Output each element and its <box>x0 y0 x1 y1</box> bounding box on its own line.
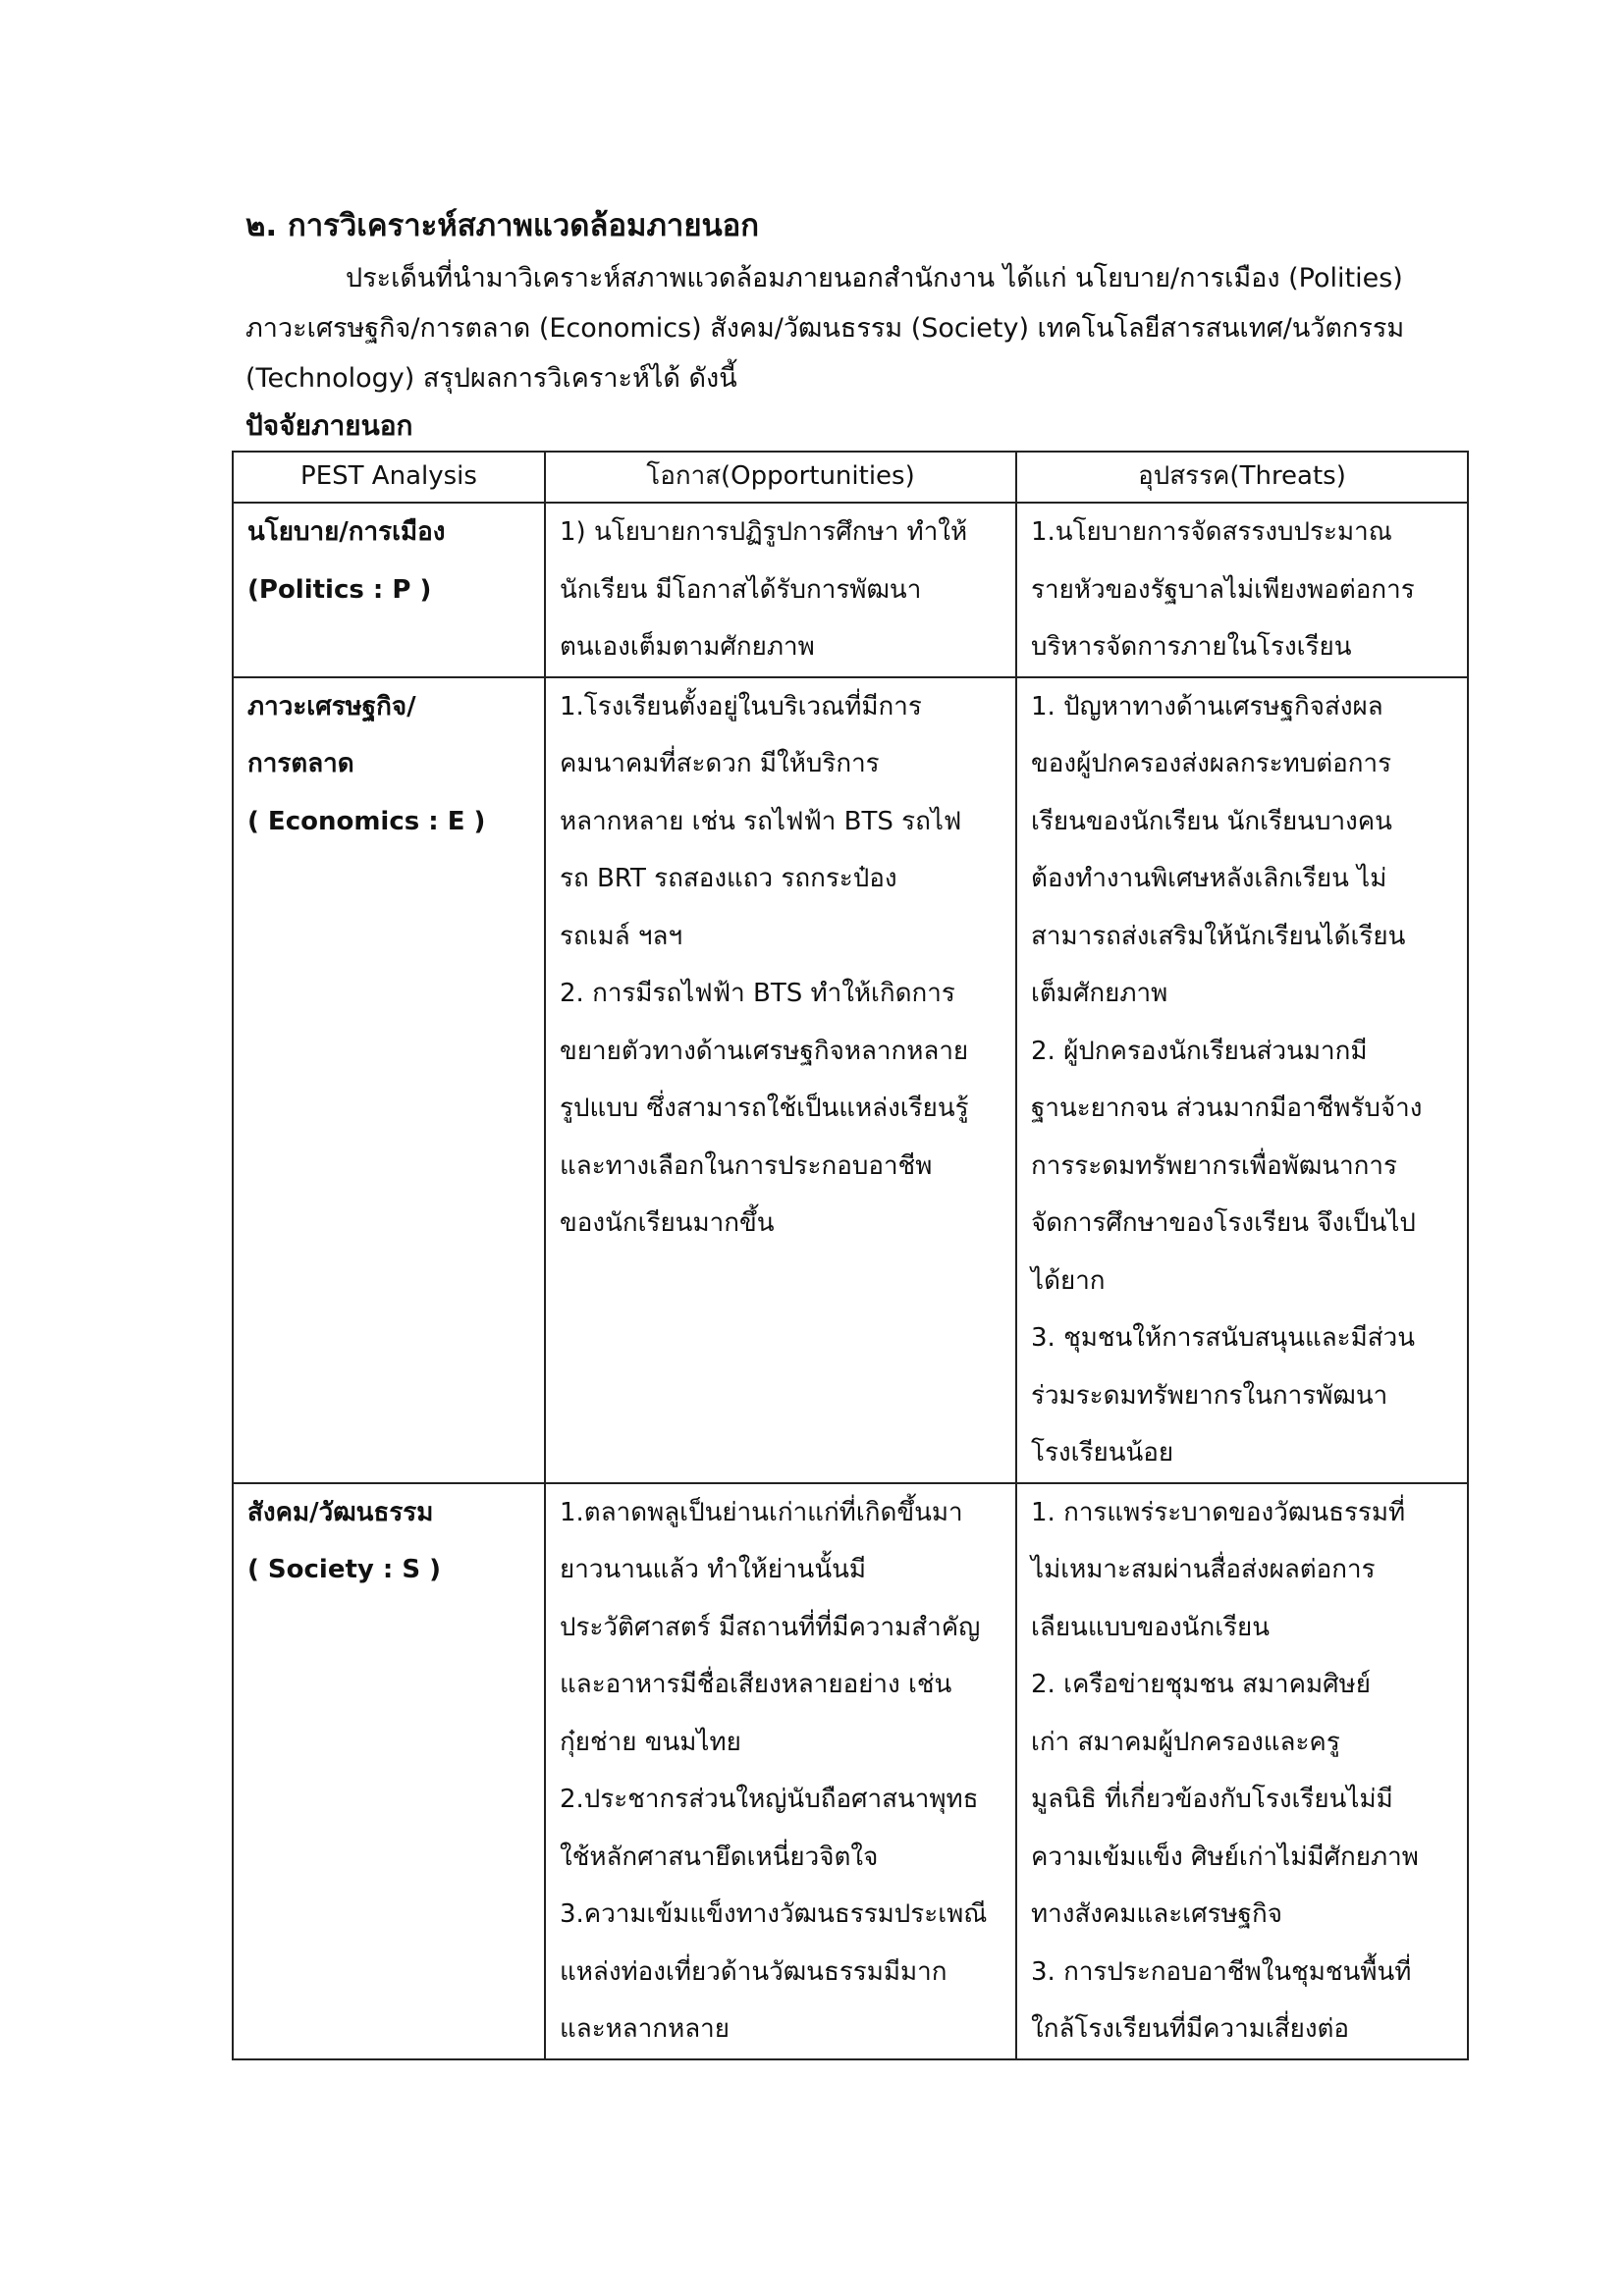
table-row <box>233 503 1468 677</box>
cell-text-line: ความเข้มแข็ง ศิษย์เก่าไม่มีศักยภาพ <box>1031 1842 1419 1872</box>
cell-text-line: ต้องทำงานพิเศษหลังเลิกเรียน ไม่ <box>1031 864 1387 893</box>
factor-label: ( Economics : E ) <box>247 806 486 836</box>
cell-text-line: ของผู้ปกครองส่งผลกระทบต่อการ <box>1031 749 1392 778</box>
cell-text-line: ฐานะยากจน ส่วนมากมีอาชีพรับจ้าง <box>1031 1094 1423 1123</box>
threats-cell <box>1016 1483 1468 2059</box>
factor-cell <box>233 503 545 677</box>
cell-text-line: 2. ผู้ปกครองนักเรียนส่วนมากมี <box>1031 1036 1368 1066</box>
cell-text-line: ของนักเรียนมากขึ้น <box>560 1208 775 1238</box>
intro-line: ภาวะเศรษฐกิจ/การตลาด (Economics) สังคม/วัฒนธรรม (Society) เทคโนโลยีสารสนเทศ/นวัตกรรม <box>245 313 1405 344</box>
cell-text-line: เต็มศักยภาพ <box>1031 979 1168 1008</box>
external-factors-heading: ปัจจัยภายนอก <box>245 409 413 442</box>
cell-text-line: 1) นโยบายการปฏิรูปการศึกษา ทำให้ <box>560 517 968 547</box>
cell-text-line: ตนเองเต็มตามศักยภาพ <box>560 632 815 662</box>
cell-text-line: ทางสังคมและเศรษฐกิจ <box>1031 1899 1283 1929</box>
cell-text-line: และอาหารมีชื่อเสียงหลายอย่าง เช่น <box>560 1670 952 1699</box>
cell-text-line: คมนาคมที่สะดวก มีให้บริการ <box>560 749 880 778</box>
cell-text-line: ประวัติศาสตร์ มีสถานที่ที่มีความสำคัญ <box>560 1612 981 1642</box>
factor-label: ( Society : S ) <box>247 1555 442 1584</box>
cell-text-line: ยาวนานแล้ว ทำให้ย่านนั้นมี <box>560 1555 866 1584</box>
factor-cell <box>233 677 545 1483</box>
section-heading: ๒. การวิเคราะห์สภาพแวดล้อมภายนอก <box>245 208 760 243</box>
cell-text-line: 1.นโยบายการจัดสรรงบประมาณ <box>1031 517 1392 547</box>
header-threats: อุปสรรค(Threats) <box>1016 452 1468 503</box>
cell-text-line: รถเมล์ ฯลฯ <box>560 921 683 951</box>
opportunities-cell <box>545 503 1016 677</box>
opportunities-cell <box>545 677 1016 1483</box>
threats-cell <box>1016 677 1468 1483</box>
cell-text-line: 1.โรงเรียนตั้งอยู่ในบริเวณที่มีการ <box>560 691 922 721</box>
cell-text-line: 2. การมีรถไฟฟ้า BTS ทำให้เกิดการ <box>560 979 955 1008</box>
factor-label: ภาวะเศรษฐกิจ/ <box>247 691 416 721</box>
cell-text-line: 1. ปัญหาทางด้านเศรษฐกิจส่งผล <box>1031 691 1383 721</box>
cell-text-line: หลากหลาย เช่น รถไฟฟ้า BTS รถไฟ <box>560 806 962 836</box>
cell-text-line: 2. เครือข่ายชุมชน สมาคมศิษย์ <box>1031 1670 1372 1699</box>
threats-cell <box>1016 503 1468 677</box>
cell-text-line: 1. การแพร่ระบาดของวัฒนธรรมที่ <box>1031 1497 1406 1527</box>
cell-text-line: ได้ยาก <box>1031 1265 1106 1296</box>
intro-line: (Technology) สรุปผลการวิเคราะห์ได้ ดังนี้ <box>245 363 737 394</box>
cell-text-line: 3. การประกอบอาชีพในชุมชนพื้นที่ <box>1031 1956 1412 1987</box>
cell-text-line: และทางเลือกในการประกอบอาชีพ <box>560 1150 933 1181</box>
factor-label: สังคม/วัฒนธรรม <box>247 1497 434 1527</box>
cell-text-line: นักเรียน มีโอกาสได้รับการพัฒนา <box>560 574 922 605</box>
cell-text-line: แหล่งท่องเที่ยวด้านวัฒนธรรมมีมาก <box>560 1956 947 1987</box>
cell-text-line: มูลนิธิ ที่เกี่ยวข้องกับโรงเรียนไม่มี <box>1031 1785 1393 1814</box>
cell-text-line: 3.ความเข้มแข็งทางวัฒนธรรมประเพณี <box>560 1899 988 1929</box>
cell-text-line: รถ BRT รถสองแถว รถกระป๋อง <box>560 864 897 893</box>
header-opportunities: โอกาส(Opportunities) <box>545 452 1016 503</box>
intro-line: ประเด็นที่นำมาวิเคราะห์สภาพแวดล้อมภายนอกสำนักงาน ได้แก่ นโยบาย/การเมือง (Polities) <box>346 263 1403 294</box>
cell-text-line: บริหารจัดการภายในโรงเรียน <box>1031 632 1352 662</box>
opportunities-cell <box>545 1483 1016 2059</box>
pest-analysis-table <box>232 451 1469 2060</box>
cell-text-line: กุ๋ยช่าย ขนมไทย <box>560 1727 741 1757</box>
cell-text-line: และหลากหลาย <box>560 2014 730 2044</box>
factor-label: นโยบาย/การเมือง <box>247 517 446 547</box>
cell-text-line: สามารถส่งเสริมให้นักเรียนได้เรียน <box>1031 921 1406 951</box>
factor-label: การตลาด <box>247 749 354 778</box>
table-row <box>233 677 1468 1483</box>
cell-text-line: เก่า สมาคมผู้ปกครองและครู <box>1031 1727 1340 1757</box>
intro-paragraph <box>245 253 1463 403</box>
header-pest-analysis: PEST Analysis <box>233 452 545 503</box>
cell-text-line: ใกล้โรงเรียนที่มีความเสี่ยงต่อ <box>1031 2014 1350 2044</box>
cell-text-line: ขยายตัวทางด้านเศรษฐกิจหลากหลาย <box>560 1036 969 1066</box>
cell-text-line: 2.ประชากรส่วนใหญ่นับถือศาสนาพุทธ <box>560 1785 979 1814</box>
cell-text-line: ไม่เหมาะสมผ่านสื่อส่งผลต่อการ <box>1031 1555 1376 1584</box>
cell-text-line: รูปแบบ ซึ่งสามารถใช้เป็นแหล่งเรียนรู้ <box>560 1094 969 1123</box>
cell-text-line: การระดมทรัพยากรเพื่อพัฒนาการ <box>1031 1150 1397 1181</box>
cell-text-line: ร่วมระดมทรัพยากรในการพัฒนา <box>1031 1380 1388 1411</box>
cell-text-line: เรียนของนักเรียน นักเรียนบางคน <box>1031 806 1392 836</box>
factor-cell <box>233 1483 545 2059</box>
table-header-row <box>233 452 1468 503</box>
cell-text-line: เลียนแบบของนักเรียน <box>1031 1612 1271 1642</box>
cell-text-line: 3. ชุมชนให้การสนับสนุนและมีส่วน <box>1031 1323 1416 1353</box>
cell-text-line: ใช้หลักศาสนายึดเหนี่ยวจิตใจ <box>560 1842 879 1872</box>
cell-text-line: 1.ตลาดพลูเป็นย่านเก่าแก่ที่เกิดขึ้นมา <box>560 1497 963 1527</box>
cell-text-line: จัดการศึกษาของโรงเรียน จึงเป็นไป <box>1031 1208 1416 1238</box>
cell-text-line: โรงเรียนน้อย <box>1031 1438 1174 1468</box>
factor-label: (Politics : P ) <box>247 574 432 605</box>
table-row <box>233 1483 1468 2059</box>
cell-text-line: รายหัวของรัฐบาลไม่เพียงพอต่อการ <box>1031 574 1415 605</box>
